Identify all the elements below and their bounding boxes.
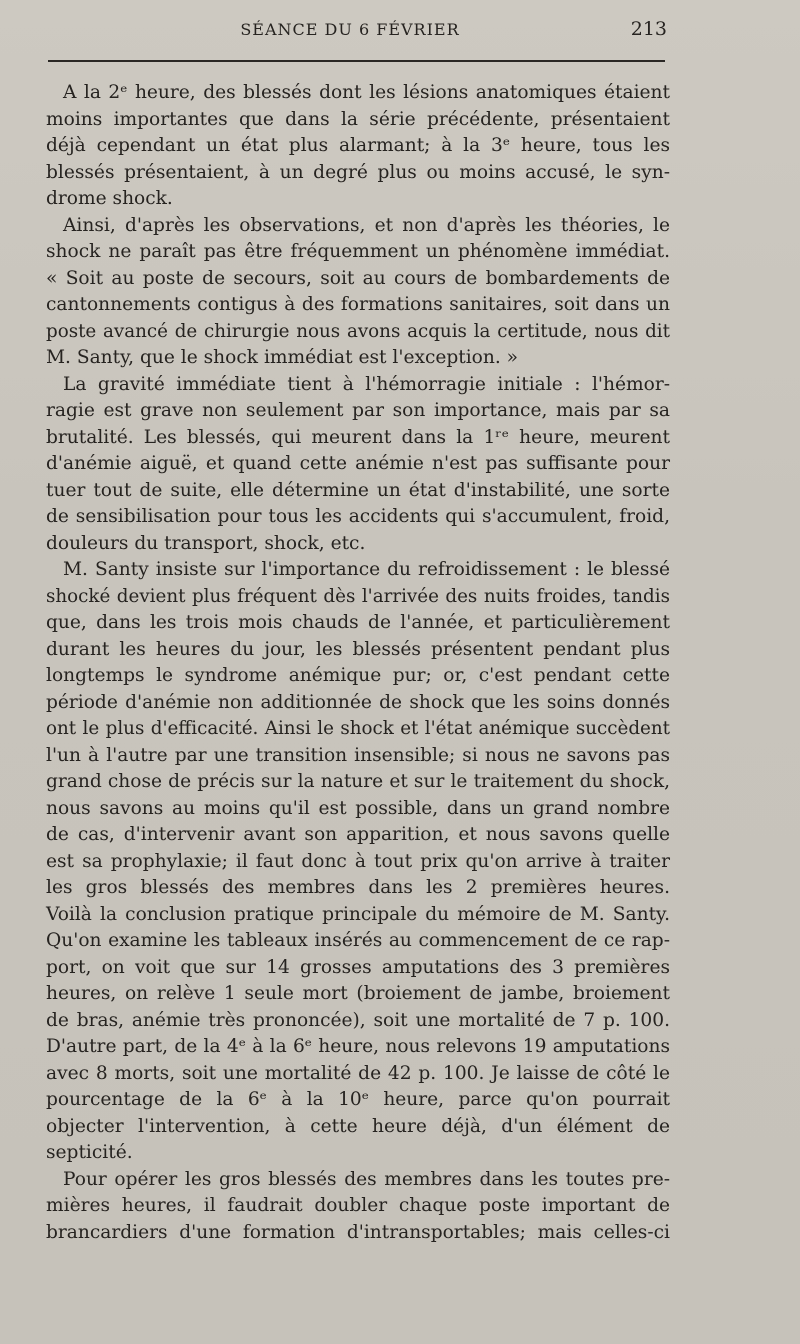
text-line: Voilà la conclusion pratique principale du mémoire de M. Santy. — [46, 903, 670, 925]
text-line: La gravité immédiate tient à l'hémorragie initiale : l'hémor- — [63, 373, 670, 395]
text-line: shocké devient plus fréquent dès l'arrivée des nuits froides, tandis — [46, 585, 670, 607]
text-line: septicité. — [46, 1142, 133, 1163]
text-line: M. Santy, que le shock immédiat est l'exception. » — [46, 347, 519, 368]
text-line: tuer tout de suite, elle détermine un état d'instabilité, une sorte — [46, 479, 670, 501]
text-line: mières heures, il faudrait doubler chaque poste important de — [46, 1195, 670, 1216]
text-line: shock ne paraît pas être fréquemment un phénomène immédiat. — [46, 241, 670, 262]
running-title: SÉANCE DU 6 FÉVRIER — [240, 20, 460, 39]
text-line: douleurs du transport, shock, etc. — [46, 532, 366, 554]
text-line: drome shock. — [46, 188, 173, 209]
text-line: M. Santy insiste sur l'importance du refroidissement : le blessé — [63, 559, 670, 580]
text-line: cantonnements contigus à des formations sanitaires, soit dans un — [46, 294, 670, 315]
text-line: « Soit au poste de secours, soit au cours de bombardements de — [46, 267, 670, 289]
text-line: poste avancé de chirurgie nous avons acquis la certitude, nous dit — [46, 320, 670, 342]
text-line: l'un à l'autre par une transition insensible; si nous ne savons pas — [46, 744, 670, 766]
text-line: de sensibilisation pour tous les accidents qui s'accumulent, froid, — [46, 506, 670, 527]
text-line: déjà cependant un état plus alarmant; à la 3ᵉ heure, tous les — [46, 135, 670, 156]
text-line: grand chose de précis sur la nature et sur le traitement du shock, — [46, 771, 670, 792]
text-line: durant les heures du jour, les blessés présentent pendant plus — [46, 638, 670, 660]
text-line: port, on voit que sur 14 grosses amputations des 3 premières — [46, 956, 670, 978]
text-line: D'autre part, de la 4ᵉ à la 6ᵉ heure, nous relevons 19 amputations — [46, 1036, 670, 1057]
text-line: de cas, d'intervenir avant son apparition, et nous savons quelle — [46, 824, 670, 845]
text-line: objecter l'intervention, à cette heure déjà, d'un élément de — [46, 1115, 670, 1137]
text-line: longtemps le syndrome anémique pur; or, c'est pendant cette — [46, 665, 670, 686]
text-line: pourcentage de la 6ᵉ à la 10ᵉ heure, parce qu'on pourrait — [46, 1089, 670, 1110]
text-line: nous savons au moins qu'il est possible, dans un grand nombre — [46, 797, 670, 819]
text-line: est sa prophylaxie; il faut donc à tout prix qu'on arrive à traiter — [46, 850, 670, 872]
running-head — [0, 18, 800, 48]
text-line: les gros blessés des membres dans les 2 premières heures. — [46, 877, 670, 898]
text-line: heures, on relève 1 seule mort (broiement de jambe, broiement — [46, 983, 670, 1004]
text-line: Qu'on examine les tableaux insérés au commencement de ce rap- — [46, 930, 670, 951]
text-line: d'anémie aiguë, et quand cette anémie n'est pas suffisante pour — [46, 453, 670, 474]
text-line: de bras, anémie très prononcée), soit une mortalité de 7 p. 100. — [46, 1009, 670, 1031]
text-line: que, dans les trois mois chauds de l'année, et particulièrement — [46, 612, 670, 633]
text-line: brutalité. Les blessés, qui meurent dans la 1ʳᵉ heure, meurent — [46, 426, 670, 448]
text-line: avec 8 morts, soit une mortalité de 42 p. 100. Je laisse de côté le — [46, 1062, 670, 1084]
text-line: ont le plus d'efficacité. Ainsi le shock et l'état anémique succèdent — [46, 718, 670, 739]
text-line: moins importantes que dans la série précédente, présentaient — [46, 108, 670, 130]
text-line: A la 2ᵉ heure, des blessés dont les lésions anatomiques étaient — [63, 82, 670, 103]
text-line: ragie est grave non seulement par son importance, mais par sa — [46, 400, 670, 421]
text-line: Pour opérer les gros blessés des membres dans les toutes pre- — [63, 1168, 670, 1190]
header-rule — [48, 60, 665, 62]
page-number: 213 — [630, 18, 667, 40]
body-text — [46, 80, 670, 1246]
text-line: période d'anémie non additionnée de shock que les soins donnés — [46, 691, 670, 713]
text-line: blessés présentaient, à un degré plus ou moins accusé, le syn- — [46, 161, 670, 183]
text-line: Ainsi, d'après les observations, et non d'après les théories, le — [63, 214, 670, 236]
text-line: brancardiers d'une formation d'intransportables; mais celles-ci — [46, 1221, 670, 1243]
